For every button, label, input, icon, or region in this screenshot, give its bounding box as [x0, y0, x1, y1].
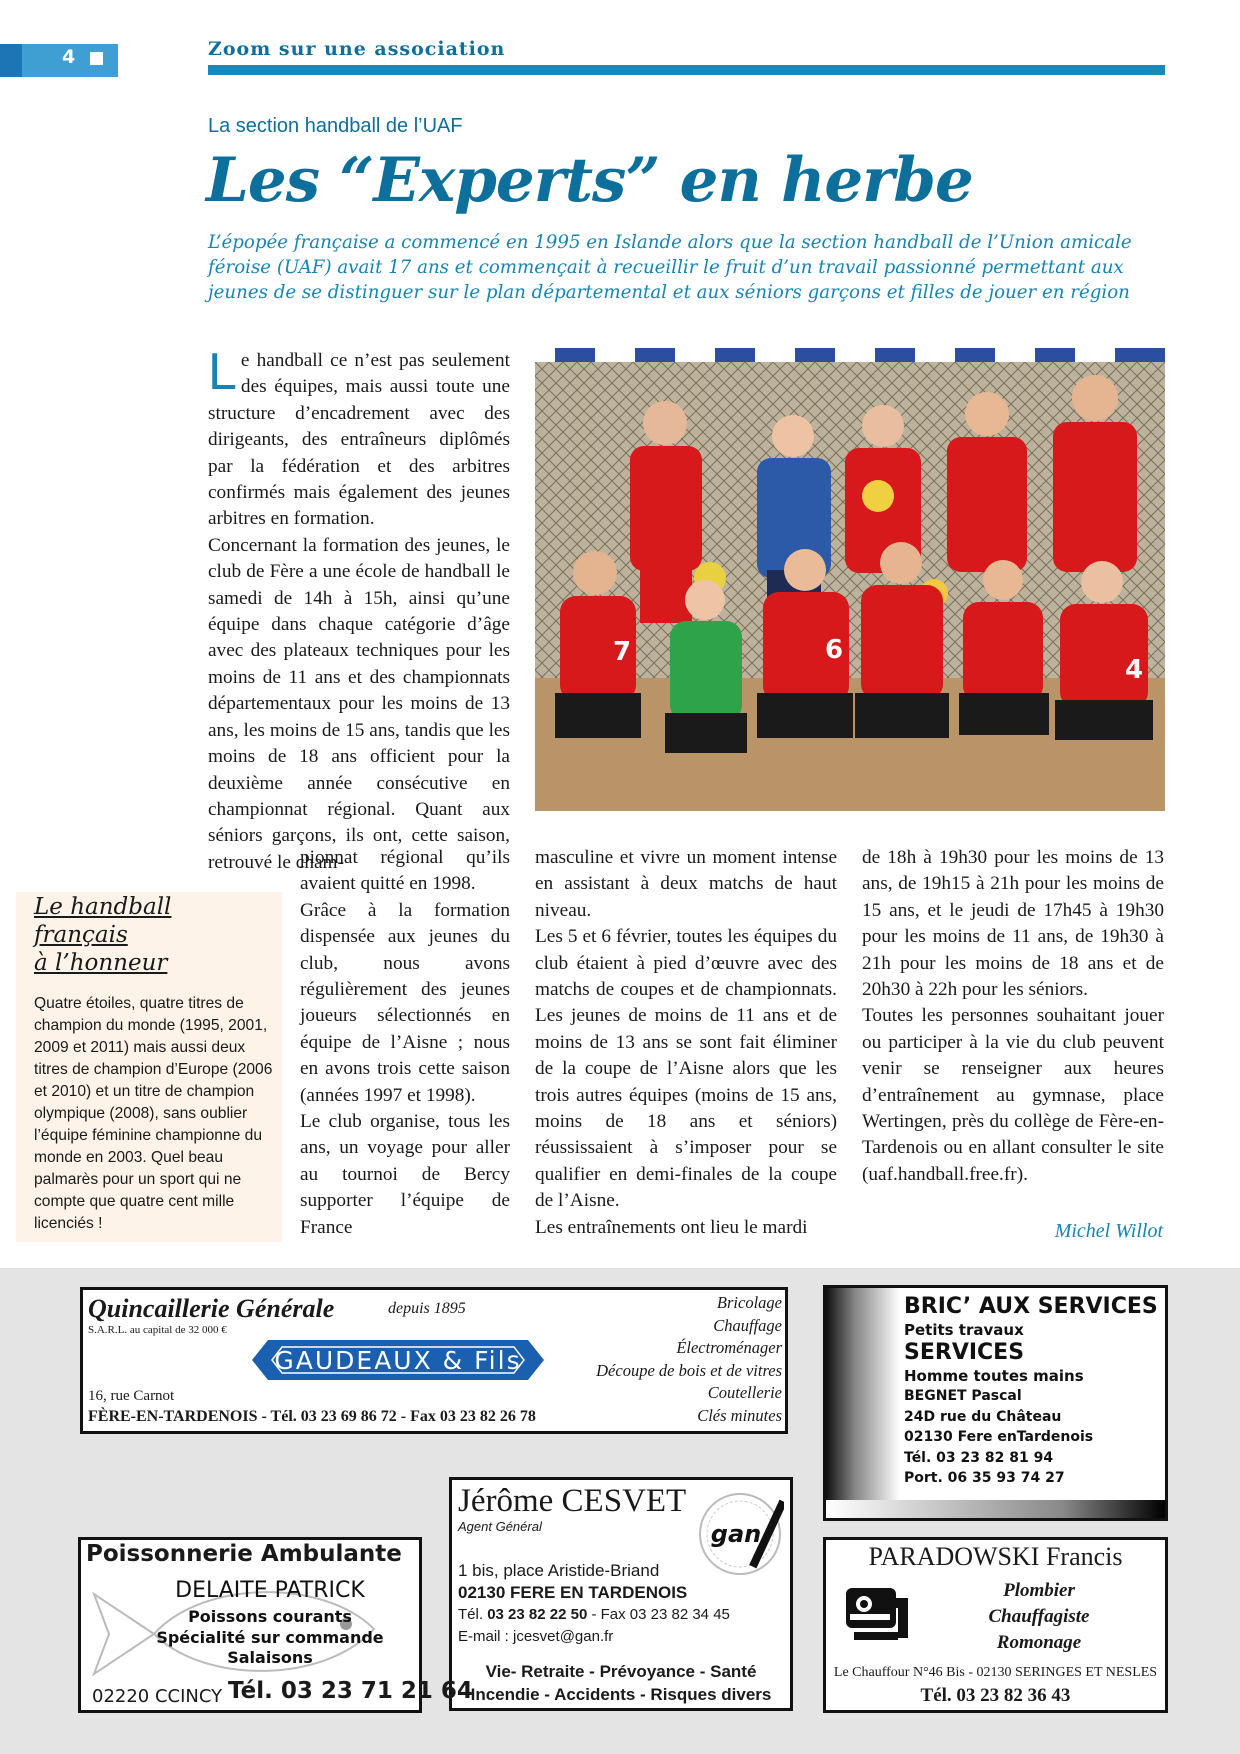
- paragraph: de 18h à 19h30 pour les moins de 13 ans, de 19h15 à 21h pour les moins de 15 ans, et le jeudi de 17h45 à 19h30 pour les moins de 11 ans, de 19h30 à 21h pour les moins de 18 ans et de 20h30 à 22h pour les séniors.: [862, 847, 1164, 1001]
- ad-business-name: PARADOWSKI Francis: [868, 1542, 1123, 1571]
- sidebar-text: Quatre étoiles, quatre titres de champion du monde (1995, 2001, 2009 et 2011) mais aussi deux titres de champion d’Europe (2006 et 2010) et un titre de champion olympique (2008), sans oublier l’équipe féminine championne du monde en 2003. Quel beau palmarès pour un sport qui ne compte que quatre cent mille licenciés !: [34, 995, 273, 1232]
- page-tab-accent: [0, 44, 22, 77]
- jersey-number: 7: [613, 637, 632, 667]
- article-column-1: [208, 343, 510, 876]
- sidebar-title: [34, 893, 234, 977]
- ad-line: Port. 06 35 93 74 27: [904, 1470, 1065, 1486]
- ad-line: 02130 Fere enTardenois: [904, 1429, 1094, 1445]
- ad-line: Spécialité sur commande: [156, 1628, 384, 1647]
- ad-line: BEGNET Pascal: [904, 1388, 1022, 1404]
- tel: 03 23 82 22 50: [487, 1606, 588, 1623]
- ad-line: Tél. 03 23 82 81 94: [904, 1449, 1054, 1466]
- ad-address-block: [458, 1560, 730, 1648]
- ad-city: 02220 CCINCY: [92, 1686, 223, 1707]
- page-number: 4: [62, 46, 76, 68]
- ad-product: Découpe de bois et de vitres: [596, 1360, 782, 1380]
- ad-address: Le Chauffour N°46 Bis - 02130 SERINGES ET NESLES: [833, 1665, 1158, 1680]
- ad-product: Chauffage: [713, 1315, 782, 1335]
- section-rule: [208, 65, 1165, 75]
- ad-product: Clés minutes: [697, 1405, 782, 1425]
- paragraph: Le club organise, tous les ans, un voyage pour aller au tournoi de Bercy supporter l’équipe de France: [300, 1111, 510, 1238]
- article-title: Les “Experts” en herbe: [206, 145, 973, 216]
- article-column-2: [535, 845, 837, 1241]
- paragraph: Grâce à la formation dispensée aux jeunes du club, nous avons régulièrement des jeunes joueurs sélectionnés en équipe de l’Aisne ; nous en avons trois cette saison (années 1997 et 1998).: [300, 899, 510, 1106]
- ad-line: Poissons courants: [188, 1607, 352, 1626]
- sidebar-title-line: à l’honneur: [34, 950, 168, 976]
- sidebar-title-line: Le handball: [34, 894, 172, 920]
- ad-address: 16, rue Carnot: [88, 1388, 175, 1404]
- paragraph: Les entraînements ont lieu le mardi: [535, 1216, 808, 1238]
- tel-label: Tél.: [458, 1606, 488, 1623]
- fax: - Fax 03 23 82 34 45: [587, 1606, 730, 1623]
- ad-bric-text: [904, 1294, 1158, 1489]
- ad-line: Homme toutes mains: [904, 1367, 1084, 1385]
- ad-phone: Tél. 03 23 71 21 64: [228, 1678, 473, 1704]
- ad-city: 02130 FERE EN TARDENOIS: [458, 1583, 688, 1602]
- ad-role: Agent Général: [458, 1519, 542, 1534]
- ad-trade: Romonage: [996, 1632, 1082, 1653]
- team-photo: [535, 348, 1165, 811]
- ad-business-name: Jérôme CESVET: [458, 1483, 687, 1519]
- article-signature: Michel Willot: [1054, 1220, 1163, 1242]
- ad-services-line: Incendie - Accidents - Risques divers: [470, 1685, 772, 1704]
- ad-email: E-mail : jcesvet@gan.fr: [458, 1628, 614, 1645]
- ad-contact: FÈRE-EN-TARDENOIS - Tél. 03 23 69 86 72 - Fax 03 23 82 26 78: [88, 1408, 536, 1425]
- ad-since: depuis 1895: [388, 1300, 466, 1317]
- section-title: Zoom sur une association: [208, 38, 506, 60]
- paragraph: Toutes les personnes souhaitant jouer ou participer à la vie du club peuvent venir se renseigner aux heures d’entraînement au gymnase, place Wertingen, près du collège de Fère-en-Tardenois ou en allant consulter le site (uaf.handball.free.fr).: [862, 1005, 1164, 1185]
- paragraph: masculine et vivre un moment intense en assistant à deux matchs de haut niveau.: [535, 847, 837, 921]
- article-kicker: La section handball de l’UAF: [208, 115, 463, 137]
- plumbing-icon: [844, 1584, 918, 1650]
- ad-business-name: Quincaillerie Générale: [88, 1294, 335, 1323]
- ad-owner: DELAITE PATRICK: [175, 1578, 365, 1603]
- ad-trade: Plombier: [1003, 1580, 1075, 1601]
- ad-line: 24D rue du Château: [904, 1408, 1062, 1425]
- ad-product: Électroménager: [676, 1338, 782, 1358]
- gaudeaux-logo: [242, 1332, 554, 1388]
- jersey-number: 4: [1125, 655, 1144, 685]
- article-column-1-continued: [300, 845, 510, 1241]
- ad-line: SERVICES: [904, 1340, 1025, 1365]
- ad-address: 1 bis, place Aristide-Briand: [458, 1561, 660, 1580]
- article-lead: L’épopée française a commencé en 1995 en Islande alors que la section handball de l’Union amicale féroise (UAF) avait 17 ans et commençait à recueillir le fruit d’un travail passionné permettant aux jeunes de se distinguer sur le plan départemental et aux séniors garçons et filles de jouer en région: [208, 232, 1132, 303]
- paragraph: pionnat régional qu’ils avaient quitté en 1998.: [300, 847, 510, 895]
- ad-product: Bricolage: [716, 1293, 782, 1312]
- sidebar-title-line: français: [34, 922, 128, 948]
- drop-cap: L: [208, 343, 237, 401]
- ad-services: [452, 1660, 790, 1706]
- square-icon: [90, 52, 103, 65]
- ad-products: [596, 1292, 782, 1428]
- ad-product: Coutellerie: [707, 1383, 782, 1403]
- ad-phone-line: [458, 1604, 730, 1626]
- ad-trades: [930, 1578, 1148, 1656]
- gaudeaux-logo-text: GAUDEAUX & Fils: [274, 1346, 522, 1375]
- ad-gradient: [826, 1500, 1165, 1518]
- ad-trade: Chauffagiste: [988, 1606, 1090, 1627]
- ad-business-name: Poissonnerie Ambulante: [86, 1541, 402, 1567]
- paragraph: Concernant la formation des jeunes, le club de Fère a une école de handball le samedi de 14h à 15h, ainsi qu’une équipe dans chaque catégorie d’âge avec des plateaux techniques pour les moins de 11 ans et des championnats départementaux pour les moins de 13 ans, les moins de 15 ans, tandis que les moins de 18 ans officient pour la deuxième année consécutive en championnat régional. Quant aux séniors garçons, ils ont, cette saison, retrouvé le cham-: [208, 534, 510, 873]
- gan-logo-text: gan: [710, 1520, 762, 1548]
- paragraph: Les 5 et 6 février, toutes les équipes du club étaient à pied d’œuvre avec des matchs de coupes et de championnats. Les jeunes de moins de 11 ans et de moins de 13 ans se sont fait éliminer de la coupe de l’Aisne alors que les trois autres équipes (moins de 15 ans, moins de 18 ans et séniors) réussissaient à s’imposer pour se qualifier en demi-finales de la coupe de l’Aisne.: [535, 926, 837, 1212]
- ad-legal: S.A.R.L. au capital de 32 000 €: [88, 1324, 227, 1336]
- ad-phone: Tél. 03 23 82 36 43: [920, 1685, 1071, 1706]
- paragraph: e handball ce n’est pas seulement des équipes, mais aussi toute une structure d’encadrement avec des dirigeants, des entraîneurs diplômés par la fédération et des arbitres confirmés mais également des jeunes arbitres en formation.: [208, 350, 510, 530]
- ad-services-line: Vie- Retraite - Prévoyance - Santé: [485, 1662, 757, 1681]
- ad-gradient: [826, 1288, 900, 1518]
- ad-line: Salaisons: [227, 1648, 313, 1667]
- article-column-3: [862, 845, 1164, 1188]
- ad-poissonnerie-text: [130, 1576, 410, 1668]
- ad-line: BRIC’ AUX SERVICES: [904, 1294, 1158, 1319]
- jersey-number: 6: [825, 635, 844, 665]
- ad-line: Petits travaux: [904, 1321, 1024, 1339]
